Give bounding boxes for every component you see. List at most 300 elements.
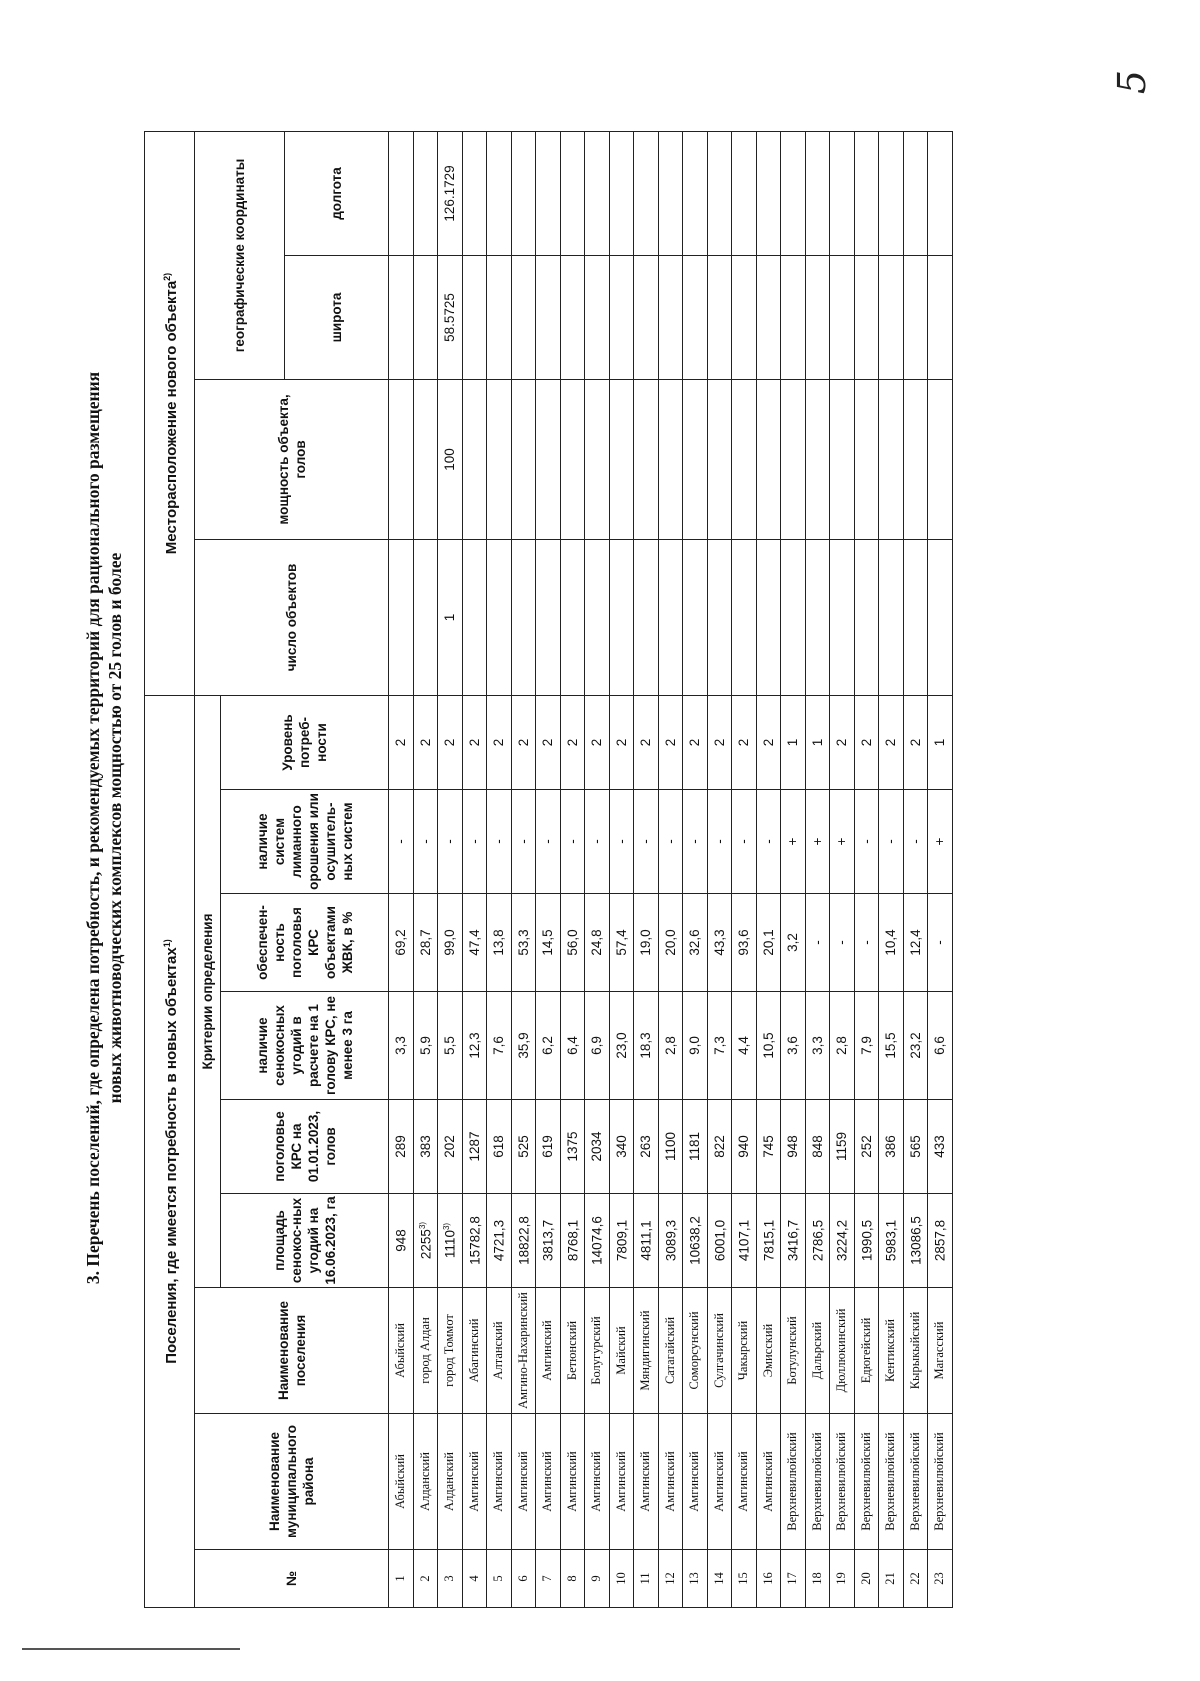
row-irrigation [389,790,414,894]
row-hay-per-head-value: 35,9 [515,1032,531,1059]
row-pasture-value: 99,0 [442,929,458,956]
row-district-value: Абыйский [393,1454,408,1509]
row-irrigation-value: - [736,839,752,844]
row-irrigation [658,790,683,894]
row-object-count-value: 1 [442,613,458,622]
row-capacity [634,380,659,540]
row-district-value: Верхневилюйский [858,1432,873,1531]
row-pasture-value: 10,4 [883,929,899,956]
row-settlement-value: Абагинский [466,1318,481,1383]
row-district-value: Амгинский [466,1451,481,1512]
row-pasture [560,894,585,992]
row-irrigation-value: - [564,839,580,844]
row-district [756,1414,781,1550]
row-pasture-value: 14,5 [540,929,556,956]
row-herd [413,1100,438,1194]
row-settlement-value: Сулгачинский [711,1313,726,1388]
row-hay-area [487,1194,512,1288]
row-need-level [683,696,708,790]
row-irrigation-value: - [589,839,605,844]
row-herd [903,1100,928,1194]
row-irrigation [756,790,781,894]
row-settlement [830,1288,855,1414]
row-district [928,1414,953,1550]
row-pasture [756,894,781,992]
row-irrigation-value: - [613,839,629,844]
row-hay-per-head-value: 15,5 [883,1032,899,1059]
row-object-count [438,540,463,696]
row-irrigation [928,790,953,894]
row-capacity [487,380,512,540]
row-need-level-value: 2 [736,738,752,747]
row-settlement [560,1288,585,1414]
row-hay-area [903,1194,928,1288]
row-object-count [658,540,683,696]
row-number-value: 10 [613,1572,628,1585]
row-herd-value: 386 [883,1135,899,1158]
row-longitude [609,132,634,256]
row-district [658,1414,683,1550]
row-settlement-value: Амгинский [540,1320,555,1381]
row-irrigation-value: + [932,837,948,846]
row-number [781,1550,806,1608]
row-district-value: Амгинский [515,1451,530,1512]
row-pasture [781,894,806,992]
row-settlement [756,1288,781,1414]
row-need-level-value: 2 [613,738,629,747]
row-number [536,1550,561,1608]
row-district [707,1414,732,1550]
row-settlement [462,1288,487,1414]
row-hay-per-head [609,992,634,1100]
row-hay-area-value: 2786,5 [810,1219,825,1262]
row-pasture-value: - [809,940,825,945]
row-pasture-value: 57,4 [613,929,629,956]
row-pasture [879,894,904,992]
row-object-count [732,540,757,696]
row-longitude [854,132,879,256]
row-need-level [560,696,585,790]
row-hay-area [585,1194,610,1288]
row-district-value: Алданский [442,1452,457,1511]
row-number [830,1550,855,1608]
row-district [438,1414,463,1550]
row-district-value: Амгинский [662,1451,677,1512]
row-irrigation [879,790,904,894]
row-hay-per-head-value: 6,9 [589,1036,605,1055]
row-herd-value: 848 [809,1135,825,1158]
row-object-count [781,540,806,696]
row-pasture [805,894,830,992]
row-pasture [830,894,855,992]
header-need-level: Уровень потреб-ности [221,696,389,790]
row-number-value: 15 [736,1572,751,1585]
row-hay-per-head-value: 9,0 [687,1036,703,1055]
row-number [854,1550,879,1608]
row-hay-area [854,1194,879,1288]
row-settlement [413,1288,438,1414]
row-settlement [658,1288,683,1414]
row-object-count [683,540,708,696]
row-longitude [928,132,953,256]
row-irrigation-value: - [687,839,703,844]
row-object-count [511,540,536,696]
row-latitude [511,256,536,380]
row-pasture [658,894,683,992]
row-settlement [903,1288,928,1414]
row-pasture-value: - [834,940,850,945]
row-hay-per-head [438,992,463,1100]
row-number [438,1550,463,1608]
row-herd-value: 1375 [564,1131,580,1162]
row-object-count [560,540,585,696]
row-irrigation-value: - [466,839,482,844]
row-number-value: 13 [687,1572,702,1585]
row-pasture-value: 12,4 [907,929,923,956]
row-longitude [634,132,659,256]
row-hay-per-head-value: 6,4 [564,1036,580,1055]
row-pasture [389,894,414,992]
table-row [634,132,659,1608]
row-hay-per-head [732,992,757,1100]
row-latitude [805,256,830,380]
row-latitude [413,256,438,380]
row-herd [609,1100,634,1194]
row-herd [830,1100,855,1194]
row-hay-per-head-value: 5,5 [442,1036,458,1055]
row-need-level-value: 2 [907,738,923,747]
row-herd [438,1100,463,1194]
row-number-value: 8 [564,1575,579,1582]
row-longitude [707,132,732,256]
row-need-level [536,696,561,790]
row-hay-per-head [756,992,781,1100]
row-hay-per-head [707,992,732,1100]
row-number-value: 19 [834,1572,849,1585]
row-hay-per-head-value: 7,9 [858,1036,874,1055]
row-irrigation [609,790,634,894]
row-district [389,1414,414,1550]
row-longitude-value: 126.1729 [442,165,458,222]
header-longitude: долгота [285,132,389,256]
row-need-level [756,696,781,790]
row-need-level-value: 2 [638,738,654,747]
row-district [854,1414,879,1550]
title-line-2: новых животноводческих комплексов мощностью от 25 голов и более [105,552,125,1104]
header-pasture: обеспечен-ность поголовья КРС объектами ЖВК, в % [221,894,389,992]
row-hay-area-value: 8768,1 [565,1219,580,1262]
row-longitude [511,132,536,256]
row-latitude [585,256,610,380]
row-need-level-value: 2 [491,738,507,747]
row-number [389,1550,414,1608]
row-number [903,1550,928,1608]
row-herd [634,1100,659,1194]
row-capacity [609,380,634,540]
row-hay-area [560,1194,585,1288]
row-hay-per-head [487,992,512,1100]
row-irrigation-value: - [883,839,899,844]
row-irrigation-value: - [442,839,458,844]
row-latitude [536,256,561,380]
row-number-value: 6 [515,1575,530,1582]
row-settlement-value: Едюгейский [858,1317,873,1384]
row-pasture-value: 13,8 [491,929,507,956]
row-hay-per-head-value: 3,3 [393,1036,409,1055]
row-need-level-value: 2 [417,738,433,747]
row-irrigation [805,790,830,894]
row-herd [658,1100,683,1194]
row-need-level-value: 1 [932,738,948,747]
row-herd [854,1100,879,1194]
row-pasture [511,894,536,992]
row-pasture [487,894,512,992]
row-hay-area-value: 4721,3 [491,1219,507,1262]
row-hay-area-value: 14074,6 [589,1216,605,1265]
row-district-value: Амгинский [711,1451,726,1512]
row-irrigation-value: + [834,837,850,846]
row-latitude [658,256,683,380]
row-district [585,1414,610,1550]
row-hay-per-head [462,992,487,1100]
table-row [609,132,634,1608]
header-latitude: широта [285,256,389,380]
row-settlement-value: Бетюнский [564,1320,579,1381]
row-district-value: Верхневилюйский [809,1432,824,1531]
row-number-value: 18 [809,1572,824,1585]
row-hay-area [536,1194,561,1288]
row-capacity [413,380,438,540]
table-row [413,132,438,1608]
row-herd-value: 433 [932,1135,948,1158]
row-herd [781,1100,806,1194]
row-need-level [487,696,512,790]
row-hay-per-head [536,992,561,1100]
row-district-value: Верхневилюйский [834,1432,849,1531]
row-latitude [560,256,585,380]
row-hay-per-head [511,992,536,1100]
row-latitude [879,256,904,380]
row-district-value: Амгинский [687,1451,702,1512]
row-herd [805,1100,830,1194]
row-capacity [928,380,953,540]
row-number [928,1550,953,1608]
header-irrigation: наличие систем лиманного орошения или осушитель-ных систем [221,790,389,894]
row-district [413,1414,438,1550]
row-number [707,1550,732,1608]
row-number [879,1550,904,1608]
table-row [830,132,855,1608]
row-longitude [805,132,830,256]
table-row [536,132,561,1608]
row-hay-per-head [658,992,683,1100]
row-need-level-value: 2 [442,738,458,747]
row-herd-value: 202 [442,1135,458,1158]
row-capacity [683,380,708,540]
table-row [389,132,414,1608]
row-district [781,1414,806,1550]
row-irrigation [413,790,438,894]
row-latitude [683,256,708,380]
row-need-level [805,696,830,790]
row-pasture [609,894,634,992]
row-settlement [928,1288,953,1414]
row-hay-area [634,1194,659,1288]
row-need-level [585,696,610,790]
row-latitude [928,256,953,380]
row-hay-area [462,1194,487,1288]
row-herd-value: 289 [393,1135,409,1158]
row-settlement [511,1288,536,1414]
row-number [756,1550,781,1608]
row-herd-value: 1100 [662,1131,678,1162]
row-hay-area [658,1194,683,1288]
row-need-level-value: 2 [760,738,776,747]
row-object-count [830,540,855,696]
row-district [511,1414,536,1550]
row-capacity [830,380,855,540]
row-object-count [609,540,634,696]
row-need-level [609,696,634,790]
row-settlement-value: Дюллюкинский [834,1308,849,1393]
row-hay-area-value: 13086,5 [908,1216,923,1265]
row-pasture [854,894,879,992]
row-settlement-value: город Томмот [442,1314,457,1387]
row-need-level [903,696,928,790]
header-settlement: Наименование поселения [195,1288,389,1414]
row-pasture [462,894,487,992]
row-district [609,1414,634,1550]
row-settlement [854,1288,879,1414]
row-irrigation [536,790,561,894]
row-need-level [413,696,438,790]
row-district-value: Амгинский [589,1451,604,1512]
row-settlement-value: Алтанский [491,1321,506,1380]
row-need-level [462,696,487,790]
row-capacity [879,380,904,540]
row-hay-per-head [634,992,659,1100]
row-latitude-value: 58.5725 [442,293,458,342]
row-herd [585,1100,610,1194]
row-need-level-value: 2 [662,738,678,747]
row-latitude [903,256,928,380]
row-capacity [805,380,830,540]
table-row [511,132,536,1608]
table-row [658,132,683,1608]
row-number-value: 21 [883,1572,898,1585]
row-number-value: 11 [638,1572,653,1585]
row-district [805,1414,830,1550]
row-district-value: Верхневилюйский [932,1432,947,1531]
row-irrigation [438,790,463,894]
row-herd [536,1100,561,1194]
row-latitude [781,256,806,380]
row-hay-area [609,1194,634,1288]
row-settlement-value: Сатагайский [662,1316,677,1385]
row-capacity [658,380,683,540]
row-herd-value: 565 [907,1135,923,1158]
row-object-count [805,540,830,696]
row-pasture-value: 56,0 [564,929,580,956]
row-district-value: Верхневилюйский [785,1432,800,1531]
row-need-level-value: 2 [589,738,605,747]
row-need-level [732,696,757,790]
footnote-marker: 3) [442,1222,451,1231]
row-hay-per-head-value: 10,5 [760,1032,776,1059]
row-pasture-value: 32,6 [687,929,703,956]
row-hay-area-value: 4107,1 [736,1219,752,1262]
row-hay-per-head-value: 7,3 [711,1036,727,1055]
row-settlement-value: Кентикский [883,1319,898,1383]
table-row [854,132,879,1608]
row-hay-per-head-value: 7,6 [491,1036,507,1055]
row-need-level-value: 2 [540,738,556,747]
row-number [732,1550,757,1608]
row-object-count [903,540,928,696]
row-capacity [585,380,610,540]
document-title [82,48,126,1608]
row-settlement-value: Абыйский [393,1323,408,1378]
row-herd-value: 525 [515,1135,531,1158]
row-hay-per-head [781,992,806,1100]
row-district [732,1414,757,1550]
row-need-level [438,696,463,790]
row-longitude [732,132,757,256]
row-capacity [511,380,536,540]
table-row [560,132,585,1608]
row-longitude [879,132,904,256]
row-hay-area [683,1194,708,1288]
settlements-table [144,131,953,1608]
row-need-level-value: 1 [785,738,801,747]
row-district-value: Верхневилюйский [883,1432,898,1531]
row-herd-value: 619 [540,1135,556,1158]
row-latitude [634,256,659,380]
row-settlement [634,1288,659,1414]
row-herd [389,1100,414,1194]
row-herd-value: 745 [760,1135,776,1158]
row-number [658,1550,683,1608]
row-capacity [854,380,879,540]
row-need-level-value: 2 [466,738,482,747]
row-hay-area-value: 5983,1 [883,1219,899,1262]
row-capacity [462,380,487,540]
row-district [683,1414,708,1550]
row-hay-per-head [389,992,414,1100]
row-irrigation-value: - [638,839,654,844]
row-settlement-value: Амгино-Нахаринский [515,1292,530,1409]
header-object-count: число объектов [195,540,389,696]
row-irrigation [683,790,708,894]
row-number [413,1550,438,1608]
row-pasture [928,894,953,992]
row-longitude [487,132,512,256]
table-row [928,132,953,1608]
row-herd-value: 1181 [687,1131,703,1162]
row-district-value: Амгинский [760,1451,775,1512]
row-hay-per-head [903,992,928,1100]
row-capacity [781,380,806,540]
row-hay-area-value: 2857,8 [932,1219,948,1262]
header-district: Наименование муниципального района [195,1414,389,1550]
row-hay-area [413,1194,438,1288]
row-hay-per-head-value: 3,6 [785,1036,801,1055]
row-number [609,1550,634,1608]
row-latitude [438,256,463,380]
header-geo: географические координаты [195,132,285,380]
row-longitude [903,132,928,256]
row-settlement-value: Кырыкыйский [907,1311,922,1390]
